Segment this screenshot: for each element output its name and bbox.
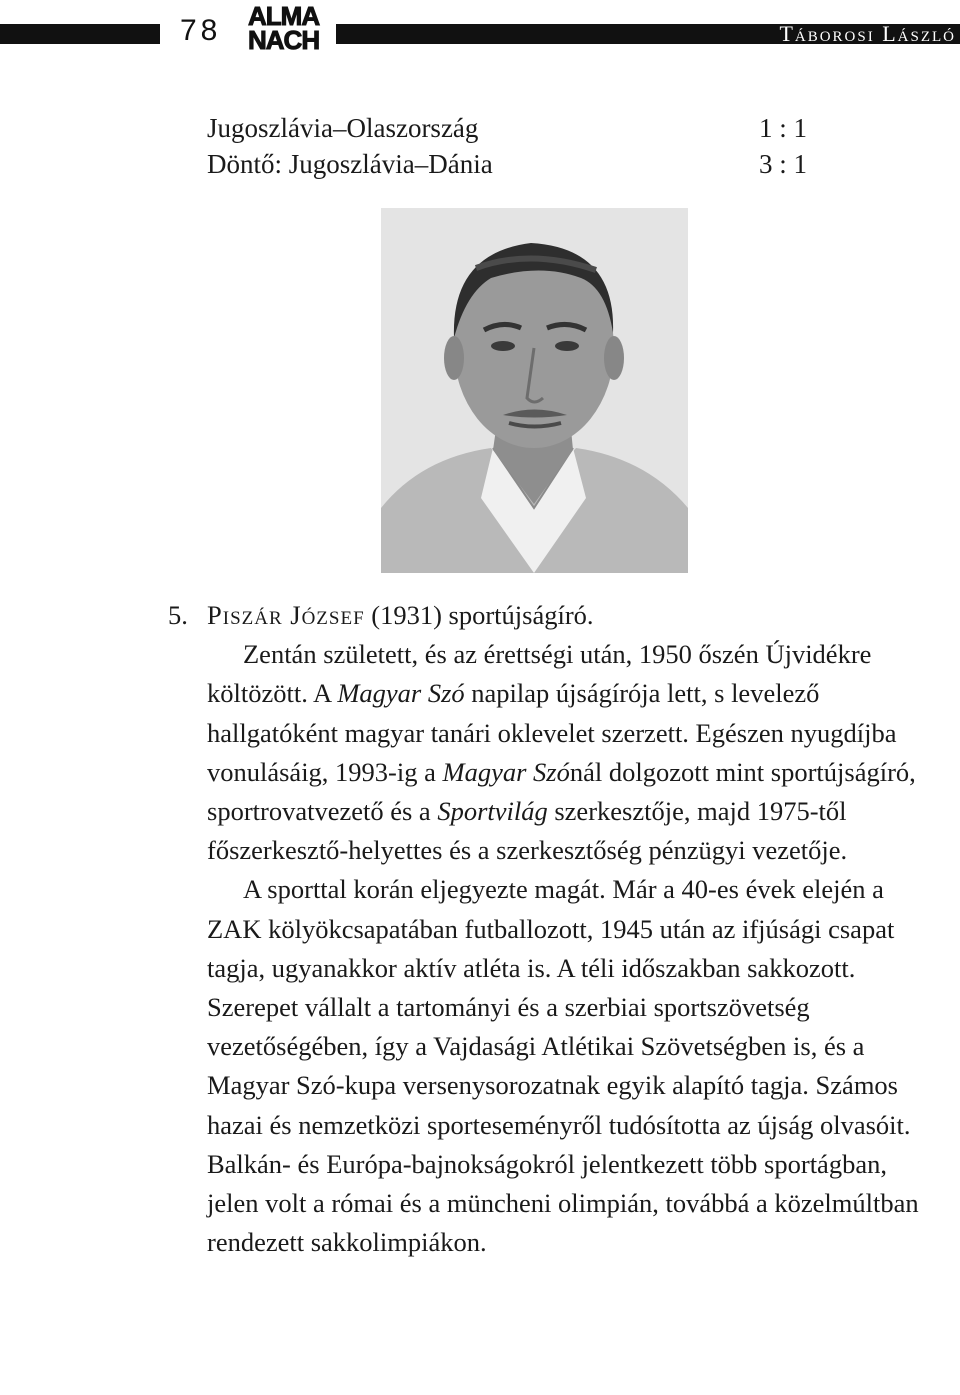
logo-line-1: ALMA	[248, 1, 320, 31]
biography-text	[207, 596, 927, 1262]
almanach-logo	[248, 1, 334, 60]
score-row	[207, 111, 807, 145]
match-name: Jugoszlávia–Olaszország	[207, 113, 479, 143]
page-number: 78	[180, 14, 222, 47]
paragraph-1	[207, 635, 927, 870]
score-row	[207, 147, 807, 181]
text-span: szerkesztője, majd 1975-től főszerkesztő-helyettes és a szerkesztőség pénzügyi vezetője.	[207, 796, 848, 866]
paragraph-2: A sporttal korán eljegyezte magát. Már a 40-es évek elején a ZAK kölyökcsapatában futballozott, 1945 után az ifjúsági csapat tagja, ugyanakkor aktív atléta is. A téli időszakban sakkozott. Szerepet vállalt a tartományi és a szerbiai sportszövetség vezetőségében, így a Vajdasági Atlétikai Szövetségben is, és a Magyar Szó-kupa versenysorozatnak egyik alapító tagja. Számos hazai és nemzetközi sporteseményről tudósította az újság olvasóit. Balkán- és Európa-bajnokságokról jelentkezett több sportágban, jelen volt a római és a müncheni olimpián, továbbá a közelmúltban rendezett sakkolimpiákon.	[207, 874, 919, 1258]
entry-heading-rest: (1931) sportújságíró.	[364, 600, 594, 630]
header-bar-left	[0, 24, 160, 44]
match-result: 1 : 1	[758, 113, 807, 143]
entry-number: 5.	[168, 600, 188, 630]
text-span: napilap újságírója lett, s levelező hallgatóként magyar tanári oklevelet szerzett. Egészen nyugdíjba vonulásáig, 1993-ig a	[207, 678, 897, 787]
person-name: Piszár József	[207, 600, 365, 630]
match-name: Döntő: Jugoszlávia–Dánia	[207, 149, 493, 179]
newspaper-title: Magyar Szó	[442, 756, 570, 787]
magazine-title: Sportvilág	[437, 796, 548, 827]
match-result: 3 : 1	[758, 149, 807, 179]
entry-heading	[207, 596, 927, 635]
portrait-photo	[381, 208, 688, 573]
text-span: Zentán született, és az érettségi után, 1950 őszén Újvidékre költözött. A	[207, 639, 872, 709]
logo-line-2: NACH	[248, 25, 320, 55]
running-title: Táborosi László	[779, 21, 956, 46]
text-span: nál dolgozott mint sportújságíró, sportrovatvezető és a	[207, 756, 916, 827]
newspaper-title: Magyar Szó	[337, 678, 465, 709]
page-header	[0, 0, 960, 70]
